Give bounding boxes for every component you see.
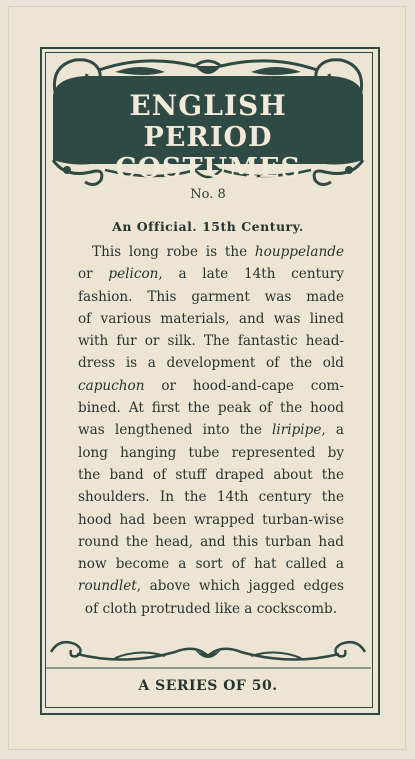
body-line-text: This long robe is the [92,244,255,260]
body-line [78,419,344,441]
body-line-text-end: , above which jagged edges [136,578,344,595]
body-line [78,308,344,330]
body-line [78,598,344,620]
body-line-italic: pelicon [108,266,159,283]
body-line-text: was lengthened into the [78,422,273,439]
body-line-text: dress is a development of the old [78,355,344,372]
body-line [78,553,344,575]
body-line [78,397,344,419]
body-line-text: or [78,266,109,283]
body-line-text: of cloth protruded like a cockscomb. [84,600,338,617]
footer-ornament [45,632,371,672]
body-line [78,375,344,397]
body-line [78,464,344,486]
body-line [78,509,344,531]
title-line-1: ENGLISH [129,89,287,122]
body-line [78,442,344,464]
body-line-text: shoulders. In the 14th century the [78,489,344,506]
body-line [78,575,344,597]
body-line [78,263,344,285]
body-line [78,486,344,508]
card-number: No. 8 [190,187,226,202]
body-line-text: of various materials, and was lined [78,310,344,327]
body-line-text: bined. At first the peak of the hood [78,400,344,417]
body-line-text-end: or hood-and-cape com- [144,377,344,394]
body-line-text: round the head, and this turban had [78,533,344,550]
body-line-italic: houppelande [254,244,344,260]
body-line-text-end: , a late 14th century [158,266,344,283]
body-line-text: long hanging tube represented by [78,444,344,461]
body-line-text: hood had been wrapped turban-wise [78,511,344,528]
body-line [78,330,344,352]
body-line-text: with fur or silk. The fantastic head- [78,333,344,350]
title-line-2: PERIOD COSTUMES [114,122,302,184]
body-line [78,241,344,263]
body-line-italic: roundlet [78,578,137,595]
description-text [78,241,344,620]
series-label: A SERIES OF 50. [138,678,278,694]
body-line-italic: capuchon [78,377,145,394]
body-line [78,352,344,374]
body-line-text: now become a sort of hat called a [78,556,344,573]
card-subtitle: An Official. 15th Century. [112,219,304,234]
body-line-text: the band of stuff draped about the [78,466,344,483]
body-line [78,531,344,553]
body-line [78,286,344,308]
body-line-text-end: , a [321,422,344,439]
body-line-text: fashion. This garment was made [78,288,344,305]
body-line-italic: liripipe [272,422,322,439]
